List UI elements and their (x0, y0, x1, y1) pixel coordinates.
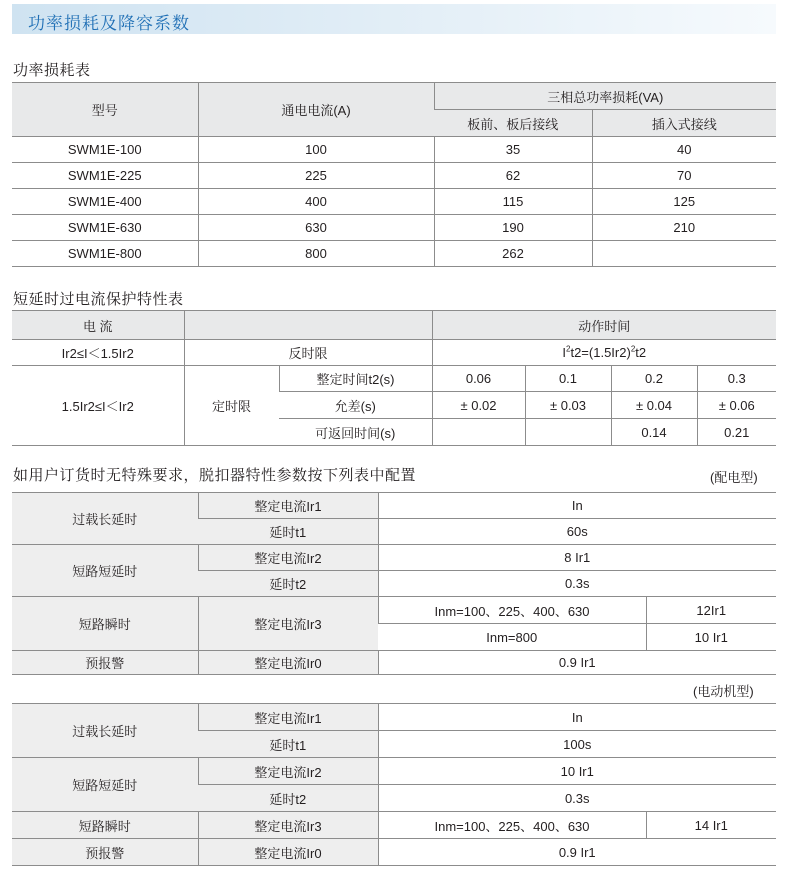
ir2-value: 8 Ir1 (378, 545, 776, 571)
current-cell: 100 (198, 137, 434, 163)
set-time-cell: 0.2 (611, 366, 697, 392)
col-action-time-header: 动作时间 (432, 311, 776, 340)
short-delay-table (12, 310, 776, 446)
distribution-type-note: (配电型) (710, 470, 758, 485)
overload-long-label: 过载长延时 (12, 493, 198, 545)
header-bar (12, 4, 776, 34)
current-cell: 225 (198, 163, 434, 189)
front-back-cell: 262 (434, 241, 592, 267)
col-current-header: 通电电流(A) (198, 83, 434, 137)
table-row (12, 241, 776, 267)
plugin-cell: 40 (592, 137, 776, 163)
overload-long-label: 过载长延时 (12, 704, 198, 758)
set-ir1-label: 整定电流Ir1 (198, 704, 378, 731)
plugin-cell: 210 (592, 215, 776, 241)
power-loss-table (12, 82, 776, 267)
tolerance-cell: ± 0.06 (697, 392, 776, 419)
short-delay-label: 短路短延时 (12, 758, 198, 812)
return-time-cell: 0.21 (697, 419, 776, 446)
model-cell: SWM1E-800 (12, 241, 198, 267)
config-title: 如用户订货时无特殊要求，脱扣器特性参数按下列表中配置 (13, 467, 417, 484)
row1-type: 反时限 (184, 340, 432, 366)
short-instant-label: 短路瞬时 (12, 597, 198, 651)
short-instant-label: 短路瞬时 (12, 812, 198, 839)
short-delay-title: 短延时过电流保护特性表 (13, 291, 184, 308)
table-row (12, 189, 776, 215)
set-ir2-label: 整定电流Ir2 (198, 545, 378, 571)
plugin-cell: 70 (592, 163, 776, 189)
t1-value: 100s (378, 731, 776, 758)
return-time-cell (432, 419, 525, 446)
return-time-cell: 0.14 (611, 419, 697, 446)
model-cell: SWM1E-400 (12, 189, 198, 215)
current-cell: 400 (198, 189, 434, 215)
set-time-label: 整定时间t2(s) (279, 366, 432, 392)
current-cell: 630 (198, 215, 434, 241)
ir3-a-value: 12Ir1 (646, 597, 776, 624)
row1-formula: $I^2t2=(1.5Ir2)^2t2$ (432, 340, 776, 366)
model-cell: SWM1E-100 (12, 137, 198, 163)
row1-current: Ir2≤I＜1.5Ir2 (12, 340, 184, 366)
plugin-cell (592, 241, 776, 267)
set-time-cell: 0.1 (525, 366, 611, 392)
front-back-cell: 115 (434, 189, 592, 215)
set-ir1-label: 整定电流Ir1 (198, 493, 378, 519)
t2-value: 0.3s (378, 571, 776, 597)
front-back-cell: 62 (434, 163, 592, 189)
row2-type: 定时限 (184, 366, 279, 446)
t2-value: 0.3s (378, 785, 776, 812)
distribution-config-table (12, 492, 776, 675)
set-ir3-label: 整定电流Ir3 (198, 597, 378, 651)
table-row (12, 137, 776, 163)
col-plugin-header: 插入式接线 (592, 110, 776, 137)
t1-value: 60s (378, 519, 776, 545)
col-model-header: 型号 (12, 83, 198, 137)
table-row (12, 215, 776, 241)
inm-value: Inm=100、225、400、630 (378, 812, 646, 839)
tolerance-cell: ± 0.03 (525, 392, 611, 419)
front-back-cell: 190 (434, 215, 592, 241)
return-time-label: 可返回时间(s) (279, 419, 432, 446)
ir3-value: 14 Ir1 (646, 812, 776, 839)
delay-t2-label: 延时t2 (198, 785, 378, 812)
delay-t1-label: 延时t1 (198, 519, 378, 545)
delay-t2-label: 延时t2 (198, 571, 378, 597)
tolerance-cell: ± 0.02 (432, 392, 525, 419)
table-row (12, 163, 776, 189)
row2-current: 1.5Ir2≤I＜Ir2 (12, 366, 184, 446)
col-front-back-header: 板前、板后接线 (434, 110, 592, 137)
short-delay-label: 短路短延时 (12, 545, 198, 597)
power-loss-title: 功率损耗表 (13, 62, 91, 79)
set-time-cell: 0.3 (697, 366, 776, 392)
current-cell: 800 (198, 241, 434, 267)
delay-t1-label: 延时t1 (198, 731, 378, 758)
model-cell: SWM1E-630 (12, 215, 198, 241)
ir1-value: In (378, 493, 776, 519)
set-ir2-label: 整定电流Ir2 (198, 758, 378, 785)
col-current-header: 电 流 (12, 311, 184, 340)
tolerance-label: 允差(s) (279, 392, 432, 419)
ir1-value: In (378, 704, 776, 731)
return-time-cell (525, 419, 611, 446)
ir0-value: 0.9 Ir1 (378, 651, 776, 675)
plugin-cell: 125 (592, 189, 776, 215)
model-cell: SWM1E-225 (12, 163, 198, 189)
set-time-cell: 0.06 (432, 366, 525, 392)
tolerance-cell: ± 0.04 (611, 392, 697, 419)
page-title: 功率损耗及降容系数 (28, 14, 190, 33)
ir0-value: 0.9 Ir1 (378, 839, 776, 866)
front-back-cell: 35 (434, 137, 592, 163)
set-ir0-label: 整定电流Ir0 (198, 839, 378, 866)
motor-type-note: (电动机型) (693, 684, 754, 699)
ir2-value: 10 Ir1 (378, 758, 776, 785)
col-loss-header: 三相总功率损耗(VA) (434, 83, 776, 110)
pre-alarm-label: 预报警 (12, 839, 198, 866)
set-ir0-label: 整定电流Ir0 (198, 651, 378, 675)
set-ir3-label: 整定电流Ir3 (198, 812, 378, 839)
inm-a-value: Inm=100、225、400、630 (378, 597, 646, 624)
ir3-b-value: 10 Ir1 (646, 624, 776, 651)
motor-config-table (12, 703, 776, 866)
inm-b-value: Inm=800 (378, 624, 646, 651)
col-type-header (184, 311, 432, 340)
pre-alarm-label: 预报警 (12, 651, 198, 675)
